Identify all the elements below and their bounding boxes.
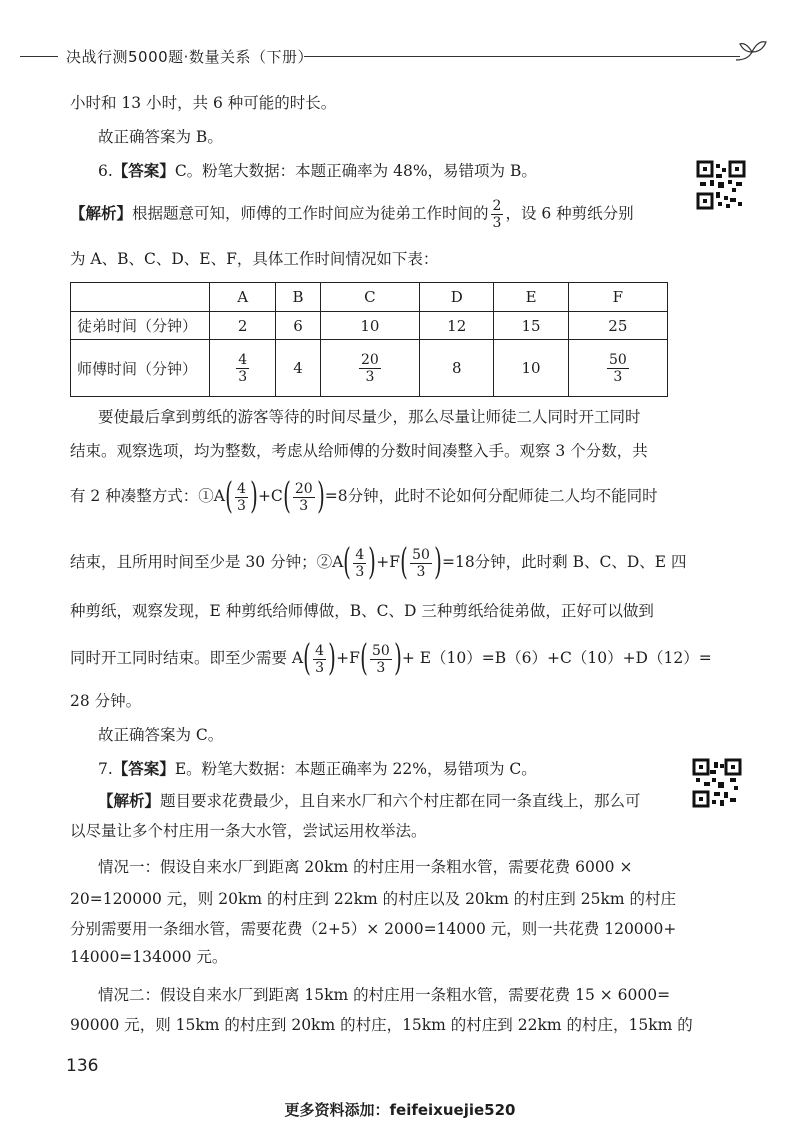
table-cell [210,340,276,397]
fraction: $\frac{20}{3}$ [361,351,379,385]
q6-answer-line [98,160,537,182]
table-cell: 10 [320,312,419,340]
explanation-text: ，设 6 种剪纸分别 [505,204,634,223]
text-span: + E（10）=B（6）+C（10）+D（12）= [401,649,712,667]
text-line: 以尽量让多个村庄用一条大水管，尝试运用枚举法。 [70,822,427,840]
paren-left: ( [400,542,408,583]
text-line: 28 分钟。 [70,692,142,710]
table-cell: 15 [494,312,568,340]
fraction: $\frac{2}{3}$ [492,198,502,231]
text-span: =18分钟，此时剩 B、C、D、E 四 [441,553,687,571]
text-span: =8分钟，此时不论如何分配师徒二人均不能同时 [324,487,658,505]
sprout-icon [734,34,770,64]
fraction: $\frac{20}{3}$ [294,480,313,514]
table-header-cell [71,283,210,312]
answer-text: C。粉笔大数据：本题正确率为 48%，易错项为 B。 [174,162,537,180]
table-cell: 4 [276,340,321,397]
text-line: 故正确答案为 C。 [98,726,224,744]
qr-code [692,758,742,808]
text-line: 为 A、B、C、D、E、F，具体工作时间情况如下表： [70,250,439,268]
running-header [20,44,760,70]
paren-right: ) [328,638,336,679]
paren-right: ) [368,542,377,583]
table-header-cell: B [276,283,321,312]
table-cell: 12 [420,312,494,340]
table-cell [320,340,419,397]
paren-left: ( [360,638,368,679]
formula-line [70,638,712,678]
table-header-cell: F [568,283,667,312]
paren-right: ) [250,476,258,517]
text-line: 14000=134000 元。 [70,948,228,966]
answer-text: E。粉笔大数据：本题正确率为 22%，易错项为 C。 [174,760,537,778]
question-number: 7. [98,760,113,778]
text-span: 有 2 种凑整方式：①A [70,487,225,505]
table-cell: 25 [568,312,667,340]
time-table [70,282,668,397]
q7-answer-line [98,758,537,780]
text-span: 结束，且所用时间至少是 30 分钟；②A [70,553,344,571]
explanation-text: 根据题意可知，师傅的工作时间应为徒弟工作时间的 [132,204,489,223]
text-line: 情况二：假设自来水厂到距离 15km 的村庄用一条粗水管，需要花费 15 × 6000= [98,986,671,1004]
text-span: +F [336,649,360,667]
answer-label: 【答案】 [112,161,175,180]
fraction: $\frac{4}{3}$ [238,351,248,385]
text-line: 种剪纸，观察发现，E 种剪纸给师傅做，B、C、D 三种剪纸给徒弟做，正好可以做到 [70,602,654,620]
header-rule-right [304,56,740,57]
fraction: $\frac{50}{3}$ [412,546,430,580]
q7-explanation-line [98,790,641,812]
paren-left: ( [343,542,352,583]
fraction: $\frac{50}{3}$ [371,642,390,676]
paren-right: ) [393,638,402,679]
text-line: 小时和 13 小时，共 6 种可能的时长。 [70,94,337,112]
row-label: 师傅时间（分钟） [71,340,210,397]
formula-line [70,542,687,582]
text-line: 情况一：假设自来水厂到距离 20km 的村庄用一条粗水管，需要花费 6000 × [98,858,633,876]
table-row [71,312,668,340]
qr-code [696,160,746,210]
footer-note: 更多资料添加：feifeixuejie520 [284,1101,516,1119]
text-line: 20=120000 元，则 20km 的村庄到 22km 的村庄以及 20km 的村庄到 25km 的村庄 [70,890,676,908]
table-cell: 2 [210,312,276,340]
text-span: 同时开工同时结束。即至少需要 A [70,649,304,667]
formula-line [70,476,658,516]
table-header-cell: A [210,283,276,312]
row-label: 徒弟时间（分钟） [71,312,210,340]
table-row [71,340,668,397]
paren-left: ( [225,476,233,517]
table-cell: 6 [276,312,321,340]
table-header-row [71,283,668,312]
text-line: 要使最后拿到剪纸的游客等待的时间尽量少，那么尽量让师徒二人同时开工同时 [98,408,641,426]
explanation-text: 题目要求花费最少，且自来水厂和六个村庄都在同一条直线上，那么可 [160,792,641,810]
text-span: +C [257,487,283,505]
paren-left: ( [303,638,312,679]
answer-label: 【答案】 [112,759,175,778]
table-header-cell: C [320,283,419,312]
book-title: 决战行测5000题·数量关系（下册） [66,48,313,66]
table-cell: 10 [494,340,568,397]
paren-right: ) [434,542,442,583]
paren-right: ) [316,476,325,517]
text-line: 分别需要用一条细水管，需要花费（2+5）× 2000=14000 元，则一共花费 120000+ [70,920,677,938]
text-line: 90000 元，则 15km 的村庄到 20km 的村庄，15km 的村庄到 22km 的村庄，15km 的 [70,1016,693,1034]
header-rule-left [20,56,58,57]
table-cell: 8 [420,340,494,397]
fraction: $\frac{4}{3}$ [236,480,246,514]
q6-explanation-line [70,198,634,231]
paren-left: ( [282,476,291,517]
fraction: $\frac{50}{3}$ [608,351,627,385]
table-cell [568,340,667,397]
table-header-cell: E [494,283,568,312]
explanation-label: 【解析】 [70,203,133,223]
question-number: 6. [98,162,113,180]
text-line: 结束。观察选项，均为整数，考虑从给师傅的分数时间凑整入手。观察 3 个分数，共 [70,442,648,460]
fraction: $\frac{4}{3}$ [355,546,365,580]
page-number: 136 [66,1056,99,1076]
fraction: $\frac{4}{3}$ [315,642,325,676]
explanation-label: 【解析】 [98,791,161,810]
table-header-cell: D [420,283,494,312]
text-line: 故正确答案为 B。 [98,128,223,146]
text-span: +F [376,553,401,571]
